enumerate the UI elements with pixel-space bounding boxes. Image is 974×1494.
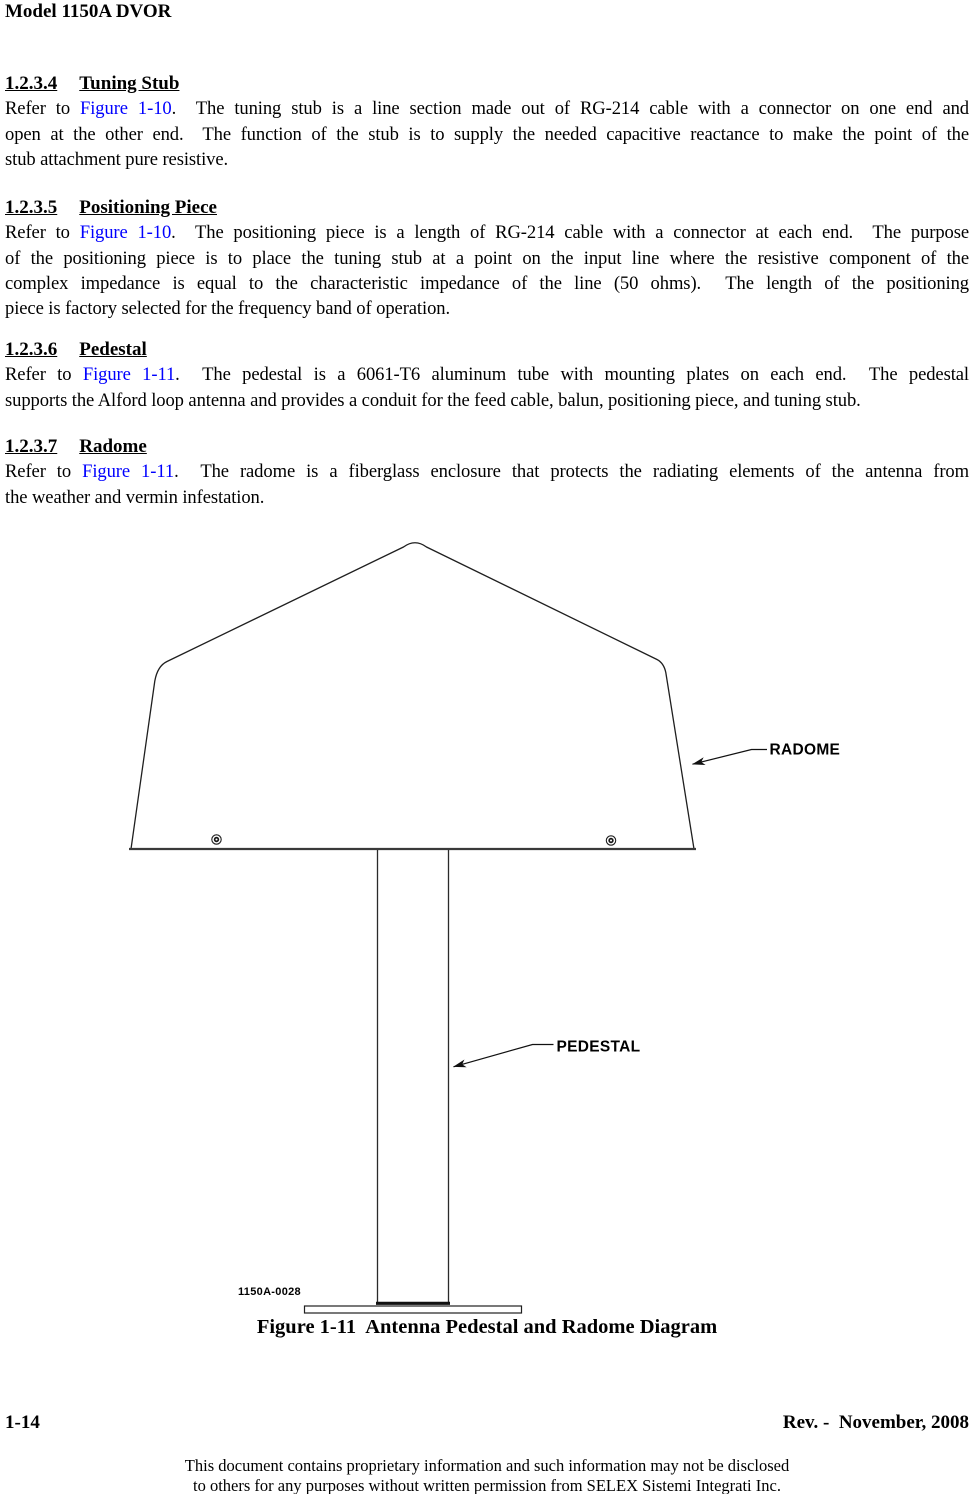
body-line: Refer to Figure 1-10. The positioning piece is a length of RG-214 cable with a connector at each end. The purpose <box>5 222 970 244</box>
pedestal-leader-arrow <box>454 1045 554 1067</box>
figure-1-11-link[interactable]: Figure 1-11 <box>82 364 176 386</box>
body-line: open at the other end. The function of the stub is to supply the needed capacitive reactance to make the point of the <box>5 123 969 145</box>
section-number: 1.2.3.5 <box>5 197 58 218</box>
body-line: complex impedance is equal to the characteristic impedance of the line (50 ohms). The length of the positioning <box>5 272 969 294</box>
figure-1-10-link[interactable]: Figure 1-10 <box>79 222 172 244</box>
body-line: Refer to Figure 1-10. The tuning stub is a line section made out of RG-214 cable with a connector on one end and <box>5 98 969 120</box>
section-title: Tuning Stub <box>79 73 180 94</box>
footer-disclaimer <box>0 1456 974 1494</box>
section-number: 1.2.3.6 <box>5 339 58 360</box>
figure-1-10-link[interactable]: Figure 1-10 <box>80 98 172 120</box>
figure-1-11-link[interactable]: Figure 1-11 <box>82 461 175 483</box>
body-line: supports the Alford loop antenna and provides a conduit for the feed cable, balun, positioning piece, and tuning stub. <box>5 389 861 411</box>
radome-label: RADOME <box>769 741 841 759</box>
radome-outline <box>131 543 694 849</box>
body-line: Refer to Figure 1-11. The pedestal is a 6061-T6 aluminum tube with mounting plates on each end. The pedestal <box>5 364 969 386</box>
footer-page-number: 1-14 <box>5 1412 40 1433</box>
section-title: Pedestal <box>79 339 147 360</box>
drawing-number: 1150A-0028 <box>238 1286 301 1298</box>
section-number: 1.2.3.7 <box>5 436 58 457</box>
section-number: 1.2.3.4 <box>5 73 58 94</box>
body-line: stub attachment pure resistive. <box>5 148 229 170</box>
body-line: the weather and vermin infestation. <box>5 486 265 508</box>
section-title: Positioning Piece <box>79 197 217 218</box>
pedestal-label: PEDESTAL <box>556 1038 641 1056</box>
body-line: Refer to Figure 1-11. The radome is a fiberglass enclosure that protects the radiating elements of the antenna from <box>5 461 969 483</box>
body-line: of the positioning piece is to place the tuning stub at a point on the input line where the resistive component of the <box>5 247 969 269</box>
body-line: piece is factory selected for the frequency band of operation. <box>5 298 451 320</box>
disclaimer-line-2: to others for any purposes without written permission from SELEX Sistemi Integrati Inc. <box>193 1475 781 1494</box>
pedestal-tube <box>376 850 450 1303</box>
page-header: Model 1150A DVOR <box>5 1 172 22</box>
base-plate <box>305 1306 522 1313</box>
screw-left-icon <box>212 835 221 844</box>
disclaimer-line-1: This document contains proprietary information and such information may not be disclosed <box>184 1456 790 1475</box>
radome-leader-arrow <box>693 750 768 765</box>
figure-caption: Figure 1-11 Antenna Pedestal and Radome Diagram <box>256 1316 718 1338</box>
section-title: Radome <box>79 436 147 457</box>
footer-revision: Rev. - November, 2008 <box>782 1412 969 1433</box>
page-footer <box>5 1412 969 1434</box>
screw-right-icon <box>606 836 615 845</box>
